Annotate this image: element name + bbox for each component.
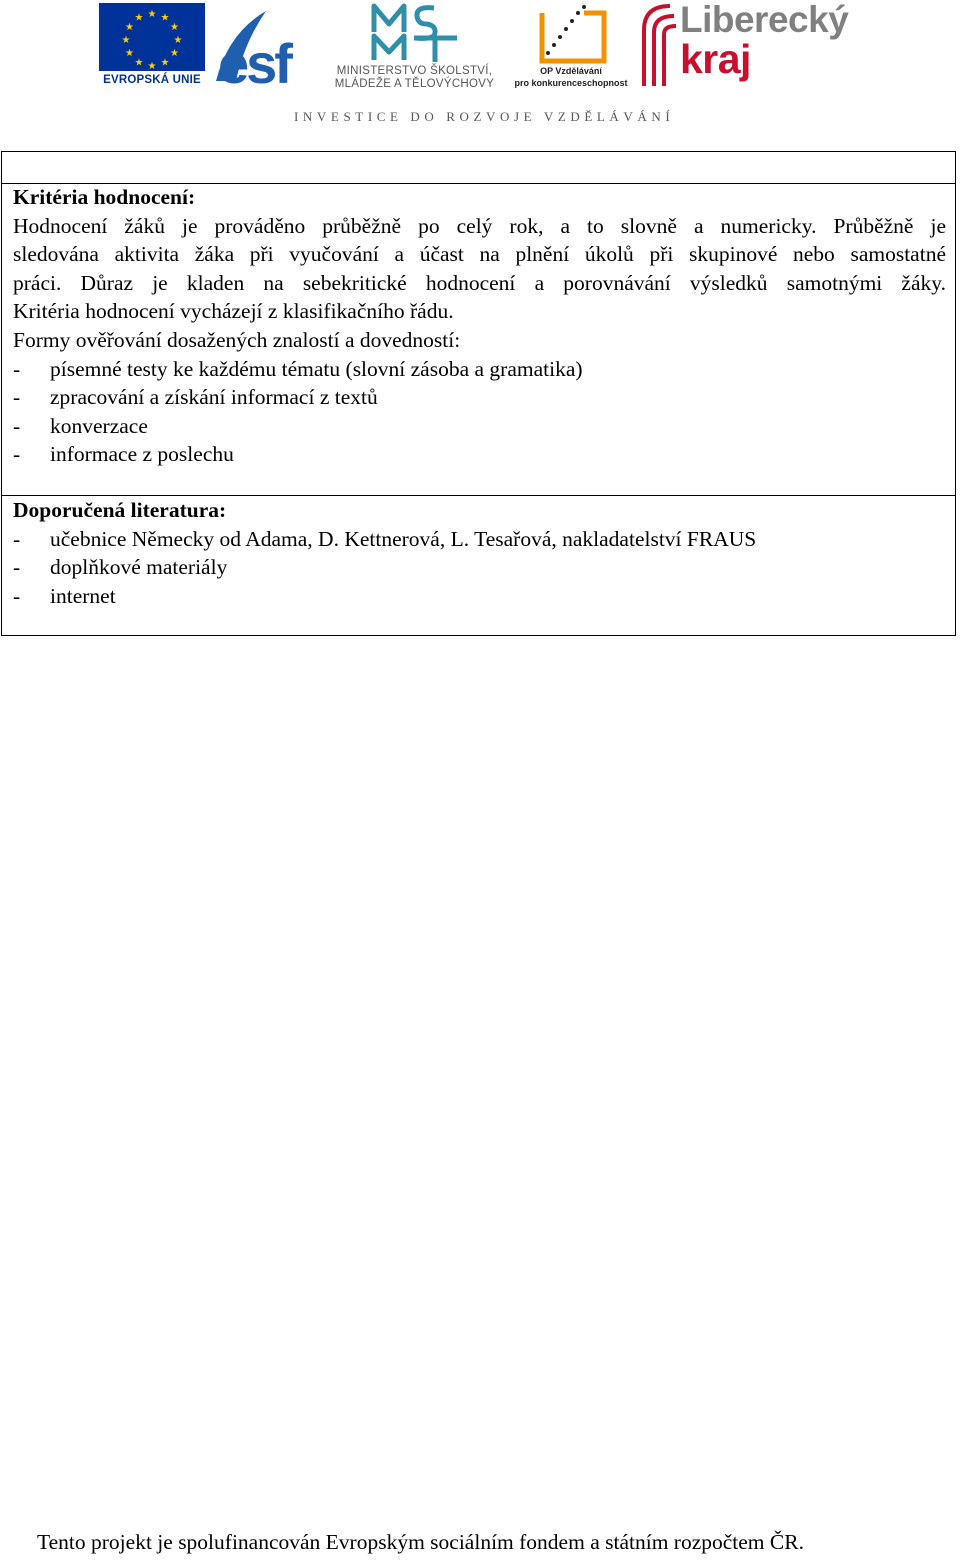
list-item-text: informace z poslechu — [50, 442, 234, 467]
literature-section — [13, 496, 946, 610]
liberecky-kraj-logo — [640, 2, 860, 90]
evaluation-text-line: Formy ověřování dosažených znalostí a dovedností: — [13, 327, 461, 352]
svg-text:★: ★ — [170, 48, 179, 59]
svg-text:★: ★ — [170, 22, 179, 33]
svg-text:★: ★ — [160, 57, 170, 69]
kraj-logo-line1: Liberecký — [680, 0, 849, 40]
list-item — [13, 525, 946, 554]
literature-heading: Doporučená literatura: — [13, 498, 227, 522]
svg-text:★: ★ — [147, 61, 157, 71]
kraj-emblem-icon — [640, 2, 680, 88]
list-dash: - — [13, 356, 21, 381]
svg-text:★: ★ — [121, 35, 131, 46]
svg-text:★: ★ — [134, 12, 144, 24]
list-item-text: konverzace — [50, 413, 148, 438]
evaluation-text-line: Kritéria hodnocení vycházejí z klasifikačního řádu. — [13, 299, 454, 324]
list-item-text: internet — [50, 583, 116, 608]
kraj-logo-line2: kraj — [680, 36, 751, 82]
list-dash: - — [13, 413, 21, 438]
list-item-text: písemné testy ke každému tématu (slovní zásoba a gramatika) — [50, 356, 583, 381]
list-dash: - — [13, 583, 21, 608]
svg-text:★: ★ — [125, 22, 134, 33]
evaluation-heading: Kritéria hodnocení: — [13, 185, 196, 209]
content-table — [1, 151, 956, 636]
list-item-text: učebnice Německy od Adama, D. Kettnerová, L. Tesařová, nakladatelství FRAUS — [50, 526, 757, 551]
list-item — [13, 412, 946, 441]
evaluation-section — [13, 183, 946, 469]
svg-text:★: ★ — [147, 9, 157, 20]
header-tagline: INVESTICE DO ROZVOJE VZDĚLÁVÁNÍ — [294, 109, 675, 124]
list-item — [13, 553, 946, 582]
eu-logo — [99, 3, 205, 89]
list-item — [13, 440, 946, 469]
list-item — [13, 582, 946, 611]
evaluation-text-line: sledována aktivita žáka při vyučování a účast na plnění úkolů při skupinové nebo samostatné — [13, 242, 946, 267]
msmt-logo — [322, 2, 507, 90]
list-item-text: zpracování a získání informací z textů — [50, 385, 378, 410]
svg-text:★: ★ — [160, 12, 170, 24]
evaluation-text-line: práci. Důraz je kladen na sebekritické hodnocení a porovnávání výsledků samotnými žáky. — [13, 270, 946, 295]
op-emblem-icon — [512, 3, 630, 65]
esf-logo — [210, 3, 314, 89]
svg-text:★: ★ — [134, 57, 144, 69]
msmt-logo-line2: MLÁDEŽE A TĚLOVÝCHOVY — [334, 78, 495, 90]
eu-logo-text: EVROPSKÁ UNIE — [103, 74, 201, 86]
list-item — [13, 355, 946, 384]
msmt-emblem-icon — [322, 2, 507, 62]
eu-flag-icon — [99, 3, 205, 71]
list-item — [13, 383, 946, 412]
list-dash: - — [13, 526, 21, 551]
list-dash: - — [13, 555, 21, 580]
op-logo — [512, 3, 630, 91]
list-dash: - — [13, 442, 21, 467]
svg-text:★: ★ — [125, 48, 134, 59]
page-footer: Tento projekt je spolufinancován Evropským sociálním fondem a státním rozpočtem ČR. — [37, 1530, 804, 1554]
op-logo-line2: pro konkurenceschopnost — [514, 78, 628, 88]
msmt-logo-line1: MINISTERSTVO ŠKOLSTVÍ, — [336, 65, 493, 77]
esf-logo-text: esf — [218, 32, 290, 89]
list-item-text: doplňkové materiály — [50, 555, 228, 580]
svg-text:★: ★ — [173, 35, 183, 46]
op-logo-line1: OP Vzdělávání — [540, 66, 602, 76]
list-dash: - — [13, 385, 21, 410]
table-empty-row — [2, 152, 955, 184]
evaluation-text-line: Hodnocení žáků je prováděno průběžně po celý rok, a to slovně a numericky. Průběžně je — [13, 213, 946, 238]
